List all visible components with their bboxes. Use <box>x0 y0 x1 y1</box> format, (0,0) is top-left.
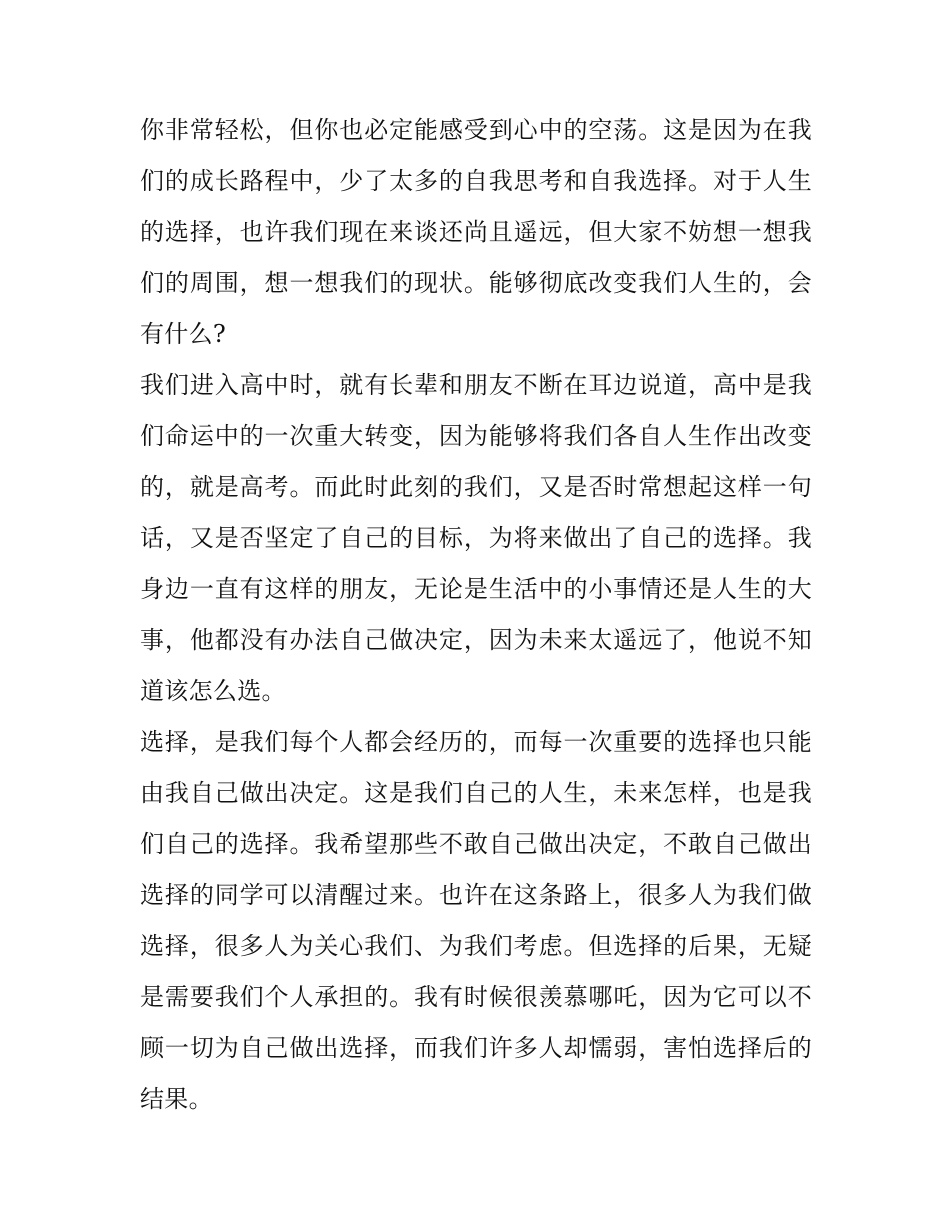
text-line: 话，又是否坚定了自己的目标，为将来做出了自己的选择。我 <box>140 524 812 552</box>
text-line: 我们进入高中时，就有长辈和朋友不断在耳边说道，高中是我 <box>140 371 812 399</box>
text-line: 事，他都没有办法自己做决定，因为未来太遥远了，他说不知 <box>140 626 812 654</box>
text-line: 你非常轻松，但你也必定能感受到心中的空荡。这是因为在我 <box>140 116 812 144</box>
text-line: 道该怎么选。 <box>140 677 286 705</box>
text-line: 是需要我们个人承担的。我有时候很羡慕哪吒，因为它可以不 <box>140 983 812 1011</box>
text-line: 们的周围，想一想我们的现状。能够彻底改变我们人生的，会 <box>140 269 812 297</box>
text-line: 选择的同学可以清醒过来。也许在这条路上，很多人为我们做 <box>140 881 812 909</box>
text-line: 结果。 <box>140 1085 213 1113</box>
text-line: 们命运中的一次重大转变，因为能够将我们各自人生作出改变 <box>140 422 812 450</box>
paragraph-2 <box>140 360 812 717</box>
text-line: 由我自己做出决定。这是我们自己的人生，未来怎样，也是我 <box>140 779 812 807</box>
text-line: 选择，很多人为关心我们、为我们考虑。但选择的后果，无疑 <box>140 932 812 960</box>
paragraph-3 <box>140 717 812 1125</box>
text-line: 的选择，也许我们现在来谈还尚且遥远，但大家不妨想一想我 <box>140 218 812 246</box>
document-body <box>140 105 812 1125</box>
text-line: 选择，是我们每个人都会经历的，而每一次重要的选择也只能 <box>140 728 812 756</box>
text-line: 身边一直有这样的朋友，无论是生活中的小事情还是人生的大 <box>140 575 812 603</box>
paragraph-1 <box>140 105 812 360</box>
text-line: 们自己的选择。我希望那些不敢自己做出决定，不敢自己做出 <box>140 830 812 858</box>
text-line: 有什么? <box>140 320 227 348</box>
text-line: 顾一切为自己做出选择，而我们许多人却懦弱，害怕选择后的 <box>140 1034 812 1062</box>
text-line: 的，就是高考。而此时此刻的我们，又是否时常想起这样一句 <box>140 473 812 501</box>
text-line: 们的成长路程中，少了太多的自我思考和自我选择。对于人生 <box>140 167 812 195</box>
